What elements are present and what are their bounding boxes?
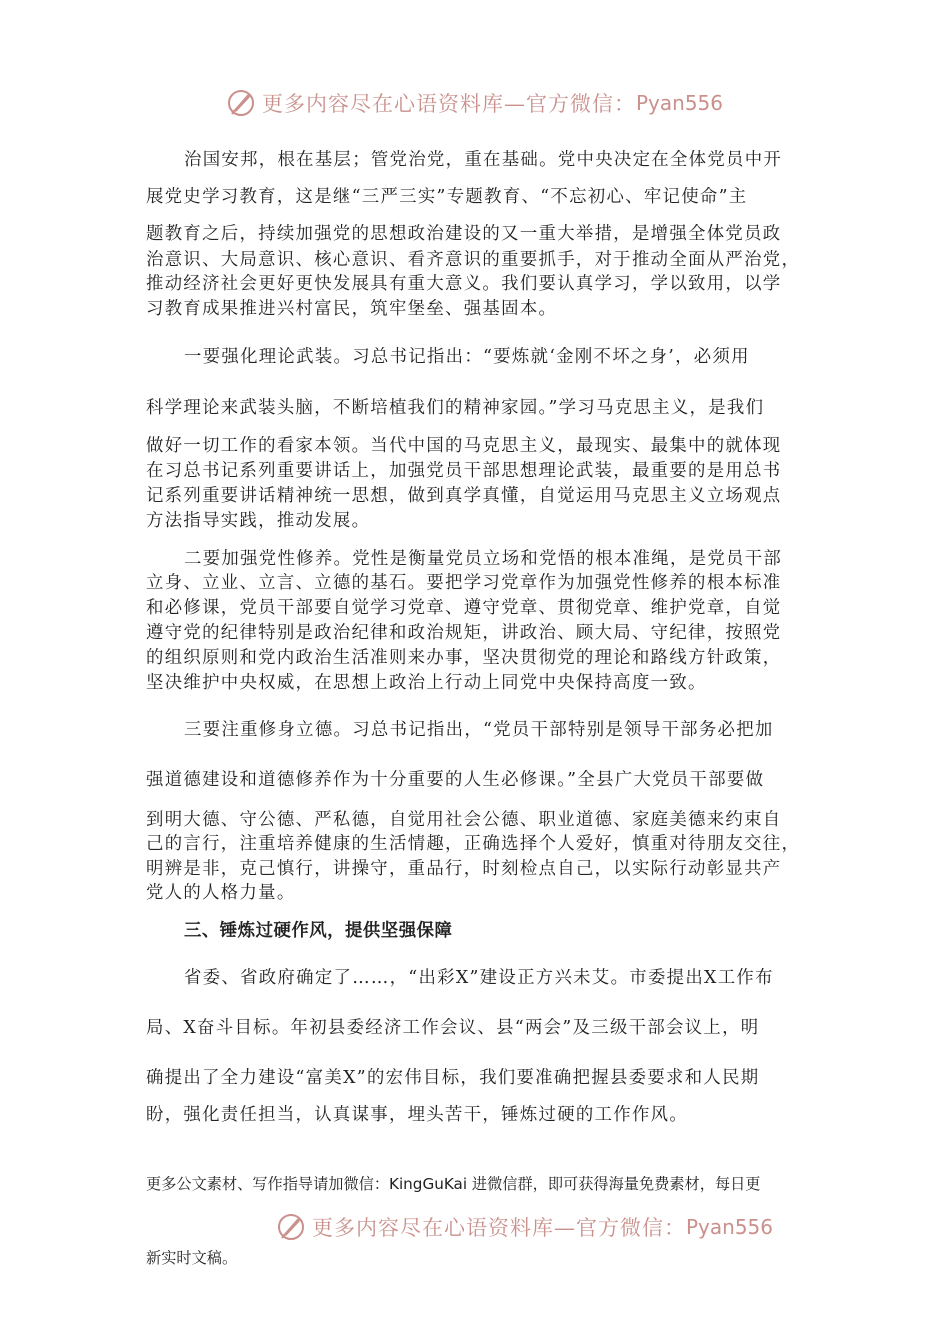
banner-text: 更多内容尽在心语资料库—官方微信：	[262, 92, 636, 116]
section-two-line: 立身、立业、立言、立德的基石。要把学习党章作为加强党性修养的根本标准	[146, 573, 782, 593]
section-two-line: 的组织原则和党内政治生活准则来办事，坚决贯彻党的理论和路线方针政策，	[146, 648, 782, 668]
section-one-line: 记系列重要讲话精神统一思想，做到真学真懂，自觉运用马克思主义立场观点	[146, 486, 782, 506]
section-two-line: 遵守党的纪律特别是政治纪律和政治规矩，讲政治、顾大局、守纪律，按照党	[146, 623, 782, 643]
section-one-line: 科学理论来武装头脑，不断培植我们的精神家园。”学习马克思主义，是我们	[146, 398, 765, 418]
section-three-line: 党人的人格力量。	[146, 883, 296, 903]
section-three-line: 到明大德、守公德、严私德，自觉用社会公德、职业道德、家庭美德来约束自	[146, 810, 782, 830]
banner-text: 更多内容尽在心语资料库—官方微信：	[312, 1216, 686, 1240]
footer-line: 更多公文素材、写作指导请加微信：KingGuKai 进微信群，即可获得海量免费素材，每日更	[146, 1175, 761, 1193]
footer-line: 新实时文稿。	[146, 1249, 238, 1267]
section-heading: 三、锤炼过硬作风，提供坚强保障	[184, 921, 453, 941]
intro-line: 推动经济社会更好更快发展具有重大意义。我们要认真学习，学以致用，以学	[146, 274, 782, 294]
section-four-line: 局、X奋斗目标。年初县委经济工作会议、县“两会”及三级干部会议上，明	[146, 1018, 760, 1038]
quill-pen-logo-icon	[226, 88, 256, 118]
intro-line: 题教育之后，持续加强党的思想政治建设的又一重大举措，是增强全体党员政	[146, 224, 782, 244]
intro-line: 展党史学习教育，这是继“三严三实”专题教育、“不忘初心、牢记使命”主	[146, 187, 748, 207]
section-four-line: 省委、省政府确定了……，“出彩X”建设正方兴未艾。市委提出X工作布	[184, 968, 774, 988]
quill-pen-logo-icon	[276, 1212, 306, 1242]
intro-line: 治意识、大局意识、核心意识、看齐意识的重要抓手，对于推动全面从严治党，	[146, 250, 801, 270]
section-four-line: 确提出了全力建设“富美X”的宏伟目标，我们要准确把握县委要求和人民期	[146, 1068, 760, 1088]
watermark-banner-bottom	[276, 1212, 773, 1242]
section-three-line: 明辨是非，克己慎行，讲操守，重品行，时刻检点自己，以实际行动彰显共产	[146, 859, 782, 879]
intro-line: 习教育成果推进兴村富民，筑牢堡垒、强基固本。	[146, 299, 558, 319]
section-four-line: 盼，强化责任担当，认真谋事，埋头苦干，锤炼过硬的工作作风。	[146, 1105, 689, 1125]
section-three-line: 三要注重修身立德。习总书记指出，“党员干部特别是领导干部务必把加	[184, 720, 774, 740]
section-three-line: 己的言行，注重培养健康的生活情趣，正确选择个人爱好，慎重对待朋友交往，	[146, 834, 801, 854]
intro-line: 治国安邦，根在基层；管党治党，重在基础。党中央决定在全体党员中开	[184, 150, 783, 170]
watermark-banner-top	[226, 88, 723, 118]
banner-wechat-id: Pyan556	[636, 91, 724, 115]
section-two-line: 二要加强党性修养。党性是衡量党员立场和党悟的根本准绳，是党员干部	[184, 549, 783, 569]
banner-wechat-id: Pyan556	[686, 1215, 774, 1239]
section-two-line: 和必修课，党员干部要自觉学习党章、遵守党章、贯彻党章、维护党章，自觉	[146, 598, 782, 618]
section-two-line: 坚决维护中央权威，在思想上政治上行动上同党中央保持高度一致。	[146, 673, 707, 693]
section-three-line: 强道德建设和道德修养作为十分重要的人生必修课。”全县广大党员干部要做	[146, 770, 765, 790]
section-one-line: 方法指导实践，推动发展。	[146, 511, 371, 531]
section-one-line: 在习总书记系列重要讲话上，加强党员干部思想理论武装，最重要的是用总书	[146, 461, 782, 481]
section-one-line: 做好一切工作的看家本领。当代中国的马克思主义，最现实、最集中的就体现	[146, 436, 782, 456]
section-one-line: 一要强化理论武装。习总书记指出：“要炼就‘金刚不坏之身’，必须用	[184, 347, 750, 367]
